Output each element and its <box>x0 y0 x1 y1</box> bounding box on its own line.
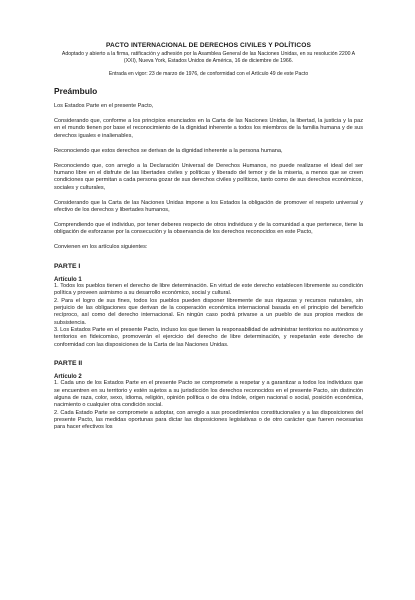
entry-into-force-note: Entrada en vigor: 23 de marzo de 1976, de conformidad con el Artículo 49 de este Pacto <box>108 71 309 77</box>
article-item: 3. Los Estados Parte en el presente Pacto, incluso los que tienen la responsabilidad de administrar territorios no autónomos y territorios en fideicomiso, promoverán el ejercicio del derecho de libre determinación, y respetarán este derecho de conformidad con las disposiciones de la Carta de las Naciones Unidas. <box>54 326 363 348</box>
preamble-paragraph: Los Estados Parte en el presente Pacto, <box>54 103 154 109</box>
article-heading: Artículo 1 <box>54 276 82 283</box>
article-item: 2. Para el logro de sus fines, todos los pueblos pueden disponer libremente de sus riquezas y recursos naturales, sin perjuicio de las obligaciones que derivan de la cooperación económica internacional basada en el principio del beneficio recíproco, así como del derecho internacional. En ningún caso podrá privarse a un pueblo de sus propios medios de subsistencia. <box>54 297 363 326</box>
article-heading: Artículo 2 <box>54 373 82 380</box>
article-item: 1. Todos los pueblos tienen el derecho de libre determinación. En virtud de este derecho establecen libremente su condición política y proveen asimismo a su desarrollo económico, social y cultural. <box>54 283 363 297</box>
preamble-paragraph: Reconociendo que estos derechos se derivan de la dignidad inherente a la persona humana, <box>54 147 283 154</box>
preamble-heading: Preámbulo <box>54 86 98 96</box>
part-heading: PARTE I <box>54 262 81 270</box>
article-item: 1. Cada uno de los Estados Parte en el presente Pacto se compromete a respetar y a garantizar a todos los individuos que se encuentren en su territorio y estén sujetos a su jurisdicción los derechos reconocidos en el presente Pacto, sin distinción alguna de raza, color, sexo, idioma, religión, opinión política o de otra índole, origen nacional o social, posición económica, nacimiento o cualquier otra condición social. <box>54 380 363 409</box>
article-item: 2. Cada Estado Parte se compromete a adoptar, con arreglo a sus procedimientos constitucionales y a las disposiciones del presente Pacto, las medidas oportunas para dictar las disposiciones legislativas o de otro carácter que fueren necesarias para hacer efectivos los <box>54 409 363 431</box>
document-subtitle: Adoptado y abierto a la firma, ratificación y adhesión por la Asamblea General de las Naciones Unidas, en su resolución 2200 A (XXI), Nueva York, Estados Unidos de América, 16 de diciembre de 1966. <box>61 51 356 64</box>
part-heading: PARTE II <box>54 359 83 367</box>
preamble-paragraph: Reconociendo que, con arreglo a la Declaración Universal de Derechos Humanos, no puede realizarse el ideal del ser humano libre en el disfrute de las libertades civiles y políticas y liberado del temor y de la miseria, a menos que se creen condiciones que permitan a cada persona gozar de sus derechos civiles y políticos, tanto como de sus derechos económicos, sociales y culturales, <box>54 162 363 191</box>
preamble-paragraph: Comprendiendo que el individuo, por tener deberes respecto de otros individuos y de la comunidad a que pertenece, tiene la obligación de esforzarse por la consecución y la observancia de los derechos reconocidos en este Pacto, <box>54 221 363 236</box>
document-title: PACTO INTERNACIONAL DE DERECHOS CIVILES Y POLÍTICOS <box>106 42 311 49</box>
preamble-paragraph: Considerando que, conforme a los principios enunciados en la Carta de las Naciones Unidas, la libertad, la justicia y la paz en el mundo tienen por base el reconocimiento de la dignidad inherente a todos los miembros de la familia humana y de sus derechos iguales e inalienables, <box>54 117 363 139</box>
preamble-paragraph: Considerando que la Carta de las Naciones Unidas impone a los Estados la obligación de promover el respeto universal y efectivo de los derechos y libertades humanos, <box>54 199 363 214</box>
preamble-paragraph: Convienen en los artículos siguientes: <box>54 244 148 251</box>
